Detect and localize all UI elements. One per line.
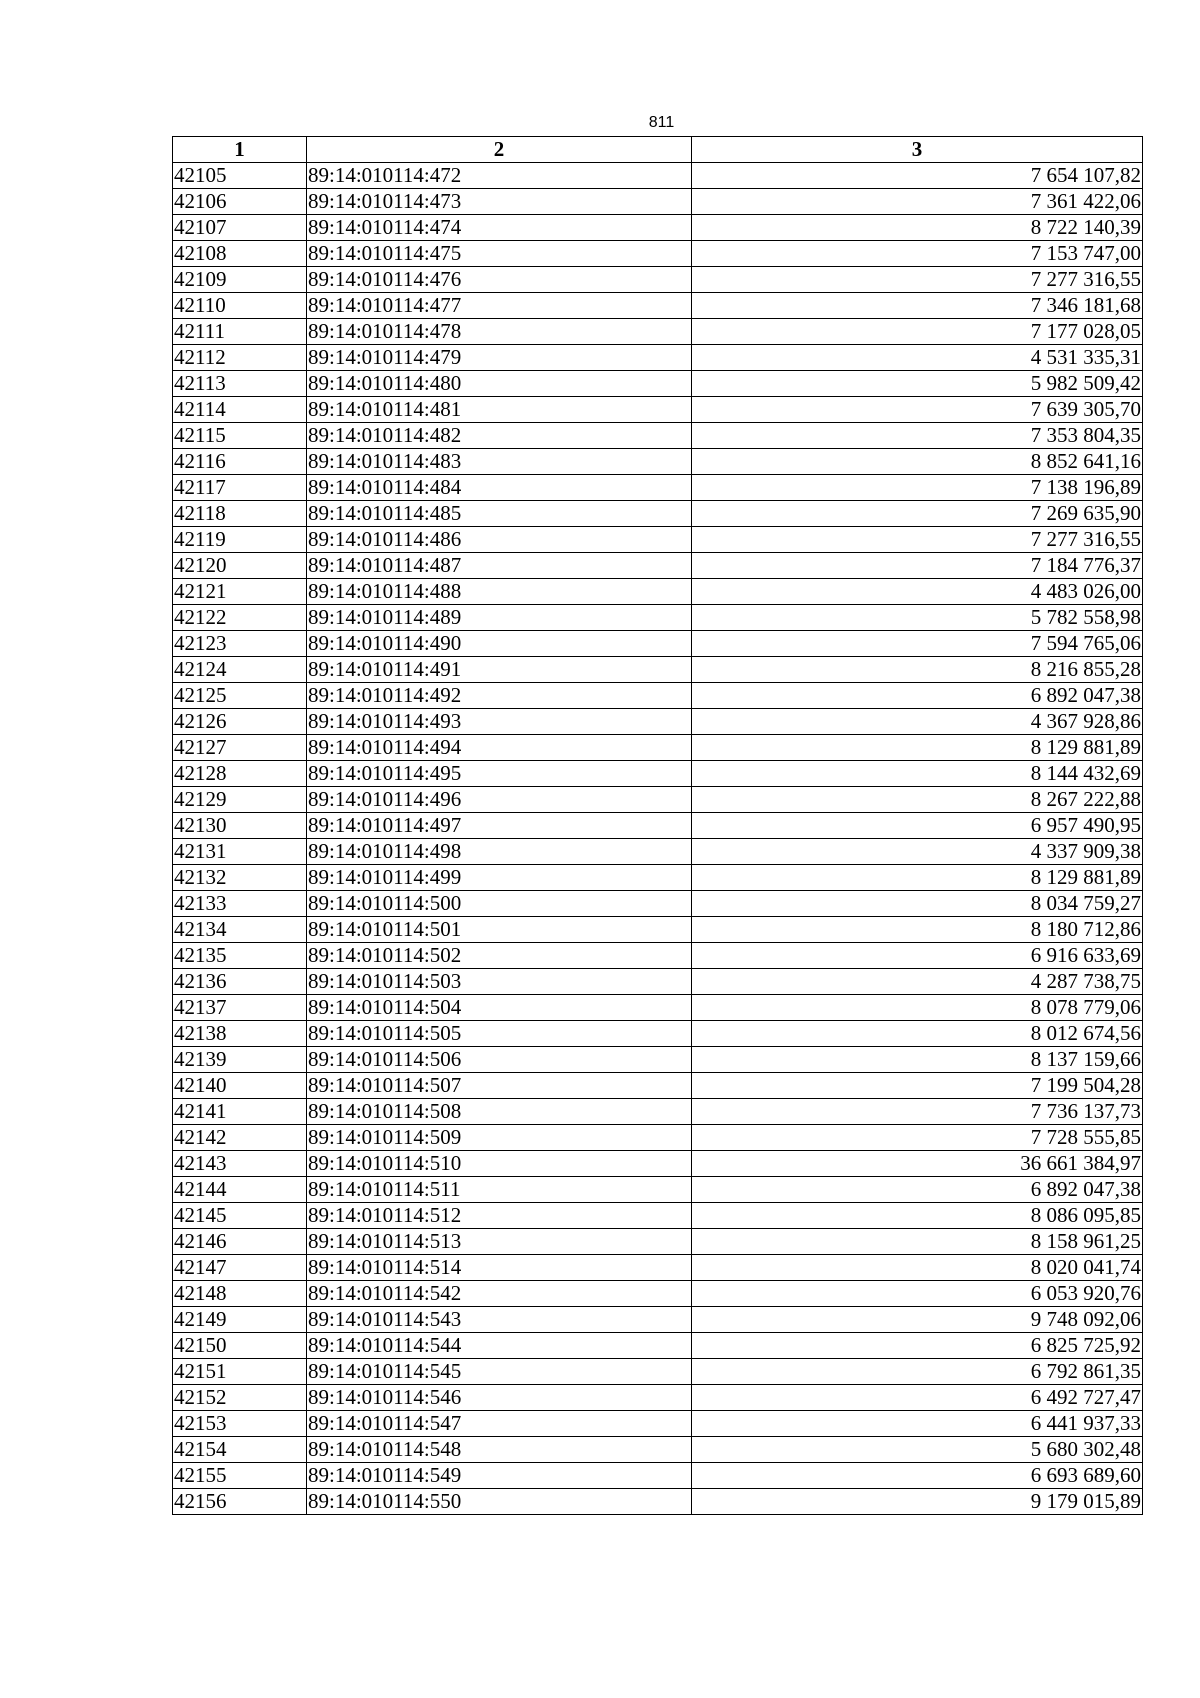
table-row [173,345,1143,371]
table-row [173,1281,1143,1307]
table-row [173,969,1143,995]
table-row [173,1099,1143,1125]
cadastral-number-cell: 89:14:010114:481 [307,397,692,423]
cadastral-number-cell: 89:14:010114:482 [307,423,692,449]
cadastral-value-cell: 7 736 137,73 [692,1099,1143,1125]
cadastral-value-cell: 5 782 558,98 [692,605,1143,631]
table-row [173,891,1143,917]
cadastral-number-cell: 89:14:010114:473 [307,189,692,215]
cadastral-number-cell: 89:14:010114:492 [307,683,692,709]
row-number-cell: 42125 [173,683,307,709]
cadastral-number-cell: 89:14:010114:501 [307,917,692,943]
cadastral-value-cell: 7 728 555,85 [692,1125,1143,1151]
table-body [173,163,1143,1515]
cadastral-number-cell: 89:14:010114:485 [307,501,692,527]
cadastral-value-cell: 5 982 509,42 [692,371,1143,397]
table-row [173,1073,1143,1099]
cadastral-number-cell: 89:14:010114:486 [307,527,692,553]
table-row [173,787,1143,813]
table-row [173,1151,1143,1177]
cadastral-number-cell: 89:14:010114:547 [307,1411,692,1437]
cadastral-value-cell: 5 680 302,48 [692,1437,1143,1463]
row-number-cell: 42130 [173,813,307,839]
row-number-cell: 42113 [173,371,307,397]
row-number-cell: 42106 [173,189,307,215]
cadastral-number-cell: 89:14:010114:502 [307,943,692,969]
cadastral-number-cell: 89:14:010114:543 [307,1307,692,1333]
cadastral-number-cell: 89:14:010114:477 [307,293,692,319]
cadastral-number-cell: 89:14:010114:549 [307,1463,692,1489]
cadastral-number-cell: 89:14:010114:499 [307,865,692,891]
row-number-cell: 42134 [173,917,307,943]
row-number-cell: 42132 [173,865,307,891]
row-number-cell: 42129 [173,787,307,813]
row-number-cell: 42128 [173,761,307,787]
table-row [173,1385,1143,1411]
cadastral-value-cell: 7 269 635,90 [692,501,1143,527]
cadastral-value-cell: 6 892 047,38 [692,683,1143,709]
cadastral-value-cell: 4 337 909,38 [692,839,1143,865]
table-row [173,215,1143,241]
cadastral-number-cell: 89:14:010114:503 [307,969,692,995]
cadastral-number-cell: 89:14:010114:505 [307,1021,692,1047]
cadastral-value-cell: 8 129 881,89 [692,865,1143,891]
table-row [173,995,1143,1021]
row-number-cell: 42142 [173,1125,307,1151]
cadastral-number-cell: 89:14:010114:490 [307,631,692,657]
cadastral-number-cell: 89:14:010114:542 [307,1281,692,1307]
cadastral-number-cell: 89:14:010114:511 [307,1177,692,1203]
cadastral-value-cell: 7 199 504,28 [692,1073,1143,1099]
table-row [173,293,1143,319]
table-header-row [173,137,1143,163]
table-row [173,943,1143,969]
row-number-cell: 42145 [173,1203,307,1229]
cadastral-value-cell: 7 639 305,70 [692,397,1143,423]
cadastral-number-cell: 89:14:010114:483 [307,449,692,475]
table-row [173,1333,1143,1359]
table-row [173,163,1143,189]
cadastral-value-cell: 6 957 490,95 [692,813,1143,839]
cadastral-value-cell: 6 892 047,38 [692,1177,1143,1203]
cadastral-value-cell: 7 654 107,82 [692,163,1143,189]
table-row [173,1255,1143,1281]
row-number-cell: 42131 [173,839,307,865]
row-number-cell: 42139 [173,1047,307,1073]
column-header-cadastral-number: 2 [307,137,692,163]
row-number-cell: 42153 [173,1411,307,1437]
cadastral-value-cell: 9 748 092,06 [692,1307,1143,1333]
row-number-cell: 42156 [173,1489,307,1515]
cadastral-value-cell: 8 852 641,16 [692,449,1143,475]
cadastral-number-cell: 89:14:010114:472 [307,163,692,189]
row-number-cell: 42147 [173,1255,307,1281]
cadastral-value-cell: 8 158 961,25 [692,1229,1143,1255]
cadastral-value-cell: 4 483 026,00 [692,579,1143,605]
row-number-cell: 42119 [173,527,307,553]
table-row [173,1177,1143,1203]
row-number-cell: 42151 [173,1359,307,1385]
table-row [173,579,1143,605]
cadastral-number-cell: 89:14:010114:510 [307,1151,692,1177]
table-row [173,371,1143,397]
cadastral-number-cell: 89:14:010114:479 [307,345,692,371]
cadastral-value-cell: 7 277 316,55 [692,527,1143,553]
cadastral-value-cell: 6 792 861,35 [692,1359,1143,1385]
table-row [173,449,1143,475]
cadastral-number-cell: 89:14:010114:548 [307,1437,692,1463]
row-number-cell: 42144 [173,1177,307,1203]
cadastral-value-cell: 4 531 335,31 [692,345,1143,371]
table-row [173,657,1143,683]
row-number-cell: 42112 [173,345,307,371]
table-row [173,189,1143,215]
cadastral-value-cell: 4 287 738,75 [692,969,1143,995]
cadastral-number-cell: 89:14:010114:496 [307,787,692,813]
cadastral-value-cell: 7 184 776,37 [692,553,1143,579]
row-number-cell: 42115 [173,423,307,449]
table-row [173,839,1143,865]
row-number-cell: 42111 [173,319,307,345]
row-number-cell: 42120 [173,553,307,579]
row-number-cell: 42148 [173,1281,307,1307]
table-row [173,1203,1143,1229]
cadastral-value-cell: 7 346 181,68 [692,293,1143,319]
row-number-cell: 42105 [173,163,307,189]
table-row [173,1125,1143,1151]
row-number-cell: 42141 [173,1099,307,1125]
cadastral-value-cell: 8 144 432,69 [692,761,1143,787]
cadastral-number-cell: 89:14:010114:544 [307,1333,692,1359]
cadastral-value-cell: 36 661 384,97 [692,1151,1143,1177]
cadastral-value-cell: 8 267 222,88 [692,787,1143,813]
cadastral-value-cell: 8 180 712,86 [692,917,1143,943]
row-number-cell: 42109 [173,267,307,293]
row-number-cell: 42136 [173,969,307,995]
row-number-cell: 42116 [173,449,307,475]
cadastral-value-cell: 7 153 747,00 [692,241,1143,267]
cadastral-number-cell: 89:14:010114:484 [307,475,692,501]
cadastral-number-cell: 89:14:010114:498 [307,839,692,865]
cadastral-value-cell: 7 177 028,05 [692,319,1143,345]
row-number-cell: 42121 [173,579,307,605]
table-row [173,553,1143,579]
cadastral-number-cell: 89:14:010114:507 [307,1073,692,1099]
table-row [173,709,1143,735]
table-row [173,397,1143,423]
cadastral-value-cell: 7 361 422,06 [692,189,1143,215]
cadastral-number-cell: 89:14:010114:475 [307,241,692,267]
table-row [173,1437,1143,1463]
cadastral-value-cell: 7 594 765,06 [692,631,1143,657]
row-number-cell: 42155 [173,1463,307,1489]
table-row [173,813,1143,839]
column-header-value: 3 [692,137,1143,163]
cadastral-number-cell: 89:14:010114:545 [307,1359,692,1385]
cadastral-number-cell: 89:14:010114:491 [307,657,692,683]
table-row [173,1489,1143,1515]
cadastral-value-cell: 6 693 689,60 [692,1463,1143,1489]
cadastral-value-cell: 7 353 804,35 [692,423,1143,449]
row-number-cell: 42126 [173,709,307,735]
cadastral-value-cell: 8 020 041,74 [692,1255,1143,1281]
cadastral-value-cell: 8 129 881,89 [692,735,1143,761]
row-number-cell: 42150 [173,1333,307,1359]
cadastral-number-cell: 89:14:010114:509 [307,1125,692,1151]
row-number-cell: 42154 [173,1437,307,1463]
cadastral-number-cell: 89:14:010114:506 [307,1047,692,1073]
table-row [173,423,1143,449]
row-number-cell: 42122 [173,605,307,631]
row-number-cell: 42149 [173,1307,307,1333]
table-row [173,631,1143,657]
cadastral-value-cell: 8 078 779,06 [692,995,1143,1021]
page-number: 811 [648,114,675,131]
table-row [173,735,1143,761]
row-number-cell: 42114 [173,397,307,423]
cadastral-value-cell: 7 138 196,89 [692,475,1143,501]
row-number-cell: 42127 [173,735,307,761]
cadastral-value-cell: 6 441 937,33 [692,1411,1143,1437]
cadastral-number-cell: 89:14:010114:493 [307,709,692,735]
cadastral-number-cell: 89:14:010114:495 [307,761,692,787]
row-number-cell: 42133 [173,891,307,917]
cadastral-value-cell: 8 012 674,56 [692,1021,1143,1047]
table-row [173,475,1143,501]
row-number-cell: 42117 [173,475,307,501]
cadastral-value-cell: 4 367 928,86 [692,709,1143,735]
table-row [173,501,1143,527]
table-row [173,1463,1143,1489]
table-row [173,1307,1143,1333]
row-number-cell: 42138 [173,1021,307,1047]
cadastral-value-cell: 8 722 140,39 [692,215,1143,241]
table-row [173,605,1143,631]
table-row [173,319,1143,345]
table-row [173,1021,1143,1047]
row-number-cell: 42143 [173,1151,307,1177]
cadastral-value-cell: 9 179 015,89 [692,1489,1143,1515]
row-number-cell: 42108 [173,241,307,267]
cadastral-number-cell: 89:14:010114:489 [307,605,692,631]
row-number-cell: 42123 [173,631,307,657]
table-row [173,683,1143,709]
row-number-cell: 42135 [173,943,307,969]
table-row [173,917,1143,943]
cadastral-number-cell: 89:14:010114:494 [307,735,692,761]
cadastral-number-cell: 89:14:010114:508 [307,1099,692,1125]
table-row [173,1229,1143,1255]
cadastral-number-cell: 89:14:010114:514 [307,1255,692,1281]
cadastral-value-cell: 7 277 316,55 [692,267,1143,293]
cadastral-number-cell: 89:14:010114:487 [307,553,692,579]
row-number-cell: 42124 [173,657,307,683]
cadastral-value-cell: 6 053 920,76 [692,1281,1143,1307]
table-row [173,1359,1143,1385]
cadastral-number-cell: 89:14:010114:504 [307,995,692,1021]
cadastral-value-cell: 8 086 095,85 [692,1203,1143,1229]
cadastral-number-cell: 89:14:010114:476 [307,267,692,293]
cadastral-number-cell: 89:14:010114:500 [307,891,692,917]
cadastral-value-cell: 6 825 725,92 [692,1333,1143,1359]
cadastral-number-cell: 89:14:010114:546 [307,1385,692,1411]
cadastral-number-cell: 89:14:010114:480 [307,371,692,397]
cadastral-number-cell: 89:14:010114:474 [307,215,692,241]
cadastral-number-cell: 89:14:010114:478 [307,319,692,345]
table-row [173,865,1143,891]
cadastral-value-cell: 6 492 727,47 [692,1385,1143,1411]
row-number-cell: 42146 [173,1229,307,1255]
cadastral-value-cell: 8 216 855,28 [692,657,1143,683]
row-number-cell: 42152 [173,1385,307,1411]
column-header-number: 1 [173,137,307,163]
row-number-cell: 42110 [173,293,307,319]
table-row [173,761,1143,787]
cadastral-number-cell: 89:14:010114:488 [307,579,692,605]
cadastral-number-cell: 89:14:010114:550 [307,1489,692,1515]
cadastral-number-cell: 89:14:010114:497 [307,813,692,839]
row-number-cell: 42118 [173,501,307,527]
row-number-cell: 42107 [173,215,307,241]
table-row [173,527,1143,553]
table-row [173,267,1143,293]
cadastral-number-cell: 89:14:010114:513 [307,1229,692,1255]
cadastral-value-cell: 8 034 759,27 [692,891,1143,917]
cadastral-value-table [172,136,1143,1515]
cadastral-value-cell: 6 916 633,69 [692,943,1143,969]
cadastral-value-cell: 8 137 159,66 [692,1047,1143,1073]
table-row [173,1047,1143,1073]
row-number-cell: 42137 [173,995,307,1021]
row-number-cell: 42140 [173,1073,307,1099]
table-row [173,1411,1143,1437]
cadastral-number-cell: 89:14:010114:512 [307,1203,692,1229]
table-row [173,241,1143,267]
